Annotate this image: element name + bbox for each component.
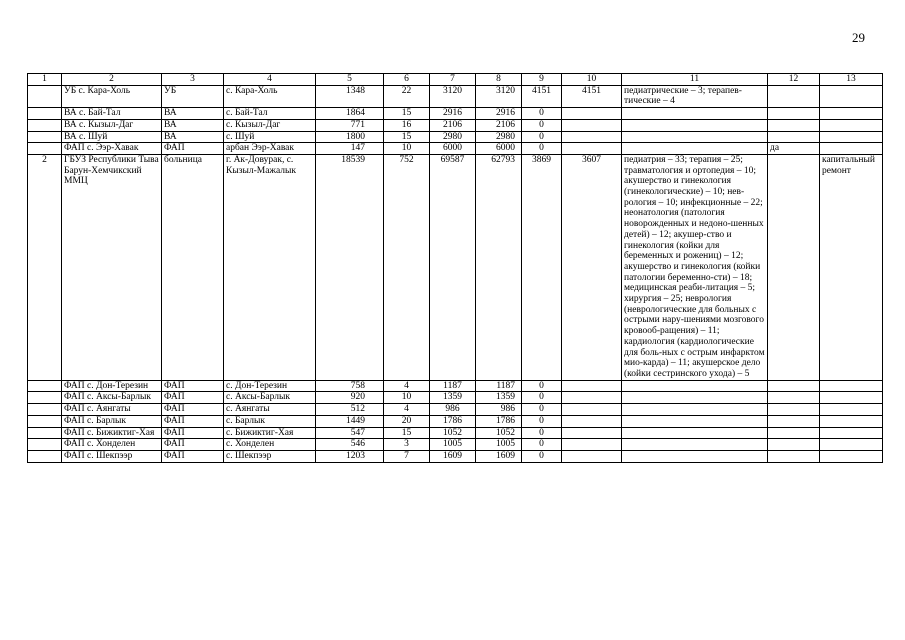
flag-12-cell [768,439,820,451]
area-total-cell: 1786 [430,415,476,427]
row-number-cell [28,427,62,439]
value-10-cell [562,415,622,427]
table-row [28,119,883,131]
population-cell: 1449 [316,415,384,427]
deficit-cell: 0 [522,404,562,416]
area-total-cell: 1187 [430,380,476,392]
note-cell [820,143,883,155]
facility-type-cell: ФАП [162,439,224,451]
column-number-11: 11 [622,74,768,86]
value-10-cell [562,131,622,143]
flag-12-cell [768,404,820,416]
value-10-cell [562,143,622,155]
flag-12-cell [768,392,820,404]
row-number-cell [28,380,62,392]
bed-profile-cell [622,119,768,131]
note-cell [820,392,883,404]
bed-profile-cell [622,450,768,462]
facility-type-cell: ФАП [162,143,224,155]
bed-profile-cell: педиатрия – 33; терапия – 25; травматология и ортопедия – 10; акушерство и гинекология (гинекологические) – 10; нев-рология – 10; инфекционные – 22; неонатология (патология новорожденных и недоно-шенных детей) – 12; акушер-ство и гинекология (койки для беременных и рожениц) – 12; акушерство и гинекология (койки патологии беременно-сти) – 18; медицинская реаби-литация – 5; хирургия – 25; неврология (неврологические для больных с острыми нару-шениями мозгового кровооб-ращения) – 11; кардиология (кардиологические для боль-ных с острым инфарктом мио-карда) – 11; акушерское дело (койки сестринского ухода) – 5 [622,154,768,380]
note-cell [820,439,883,451]
row-number-cell [28,404,62,416]
column-number-12: 12 [768,74,820,86]
facility-type-cell: ФАП [162,380,224,392]
settlement-cell: с. Дон-Терезин [224,380,316,392]
deficit-cell: 0 [522,427,562,439]
column-number-3: 3 [162,74,224,86]
deficit-cell: 0 [522,119,562,131]
beds-count-cell: 16 [384,119,430,131]
settlement-cell: с. Кызыл-Даг [224,119,316,131]
flag-12-cell [768,119,820,131]
bed-profile-cell [622,380,768,392]
population-cell: 1203 [316,450,384,462]
value-10-cell [562,450,622,462]
settlement-cell: с. Аксы-Барлык [224,392,316,404]
settlement-cell: с. Бижиктиг-Хая [224,427,316,439]
bed-profile-cell [622,427,768,439]
beds-count-cell: 15 [384,131,430,143]
value-10-cell [562,439,622,451]
value-10-cell [562,119,622,131]
facility-name-cell: ВА с. Бай-Тал [62,108,162,120]
column-number-2: 2 [62,74,162,86]
flag-12-cell [768,108,820,120]
area-used-cell: 1786 [476,415,522,427]
area-used-cell: 1005 [476,439,522,451]
note-cell: капитальный ремонт [820,154,883,380]
note-cell [820,415,883,427]
deficit-cell: 0 [522,380,562,392]
facility-name-cell: ФАП с. Ээр-Хавак [62,143,162,155]
facility-name-cell: ФАП с. Шекпээр [62,450,162,462]
area-used-cell: 2980 [476,131,522,143]
row-number-cell [28,108,62,120]
page-number: 29 [852,30,865,45]
area-total-cell: 1359 [430,392,476,404]
table-row [28,415,883,427]
area-total-cell: 1609 [430,450,476,462]
settlement-cell: г. Ак-Довурак, с. Кызыл-Мажалык [224,154,316,380]
bed-profile-cell [622,439,768,451]
population-cell: 758 [316,380,384,392]
area-total-cell: 986 [430,404,476,416]
population-cell: 547 [316,427,384,439]
note-cell [820,85,883,107]
note-cell [820,404,883,416]
area-total-cell: 1005 [430,439,476,451]
facility-name-cell: УБ с. Кара-Холь [62,85,162,107]
population-cell: 1864 [316,108,384,120]
settlement-cell: с. Шекпээр [224,450,316,462]
area-used-cell: 2106 [476,119,522,131]
beds-count-cell: 4 [384,380,430,392]
deficit-cell: 3869 [522,154,562,380]
bed-profile-cell [622,143,768,155]
facility-type-cell: ФАП [162,415,224,427]
population-cell: 1800 [316,131,384,143]
area-used-cell: 1359 [476,392,522,404]
deficit-cell: 0 [522,143,562,155]
facility-name-cell: ФАП с. Бижиктиг-Хая [62,427,162,439]
bed-profile-cell [622,131,768,143]
facilities-table [27,73,883,463]
column-number-10: 10 [562,74,622,86]
beds-count-cell: 15 [384,108,430,120]
note-cell [820,131,883,143]
note-cell [820,380,883,392]
deficit-cell: 0 [522,439,562,451]
area-used-cell: 986 [476,404,522,416]
table-row [28,143,883,155]
area-total-cell: 2106 [430,119,476,131]
note-cell [820,450,883,462]
table-row [28,154,883,380]
area-total-cell: 1052 [430,427,476,439]
table-row [28,404,883,416]
facility-name-cell: ФАП с. Барлык [62,415,162,427]
value-10-cell: 3607 [562,154,622,380]
flag-12-cell [768,415,820,427]
population-cell: 512 [316,404,384,416]
deficit-cell: 0 [522,392,562,404]
note-cell [820,108,883,120]
row-number-cell [28,415,62,427]
area-used-cell: 62793 [476,154,522,380]
population-cell: 147 [316,143,384,155]
value-10-cell [562,427,622,439]
flag-12-cell [768,85,820,107]
facility-name-cell: ФАП с. Дон-Терезин [62,380,162,392]
area-used-cell: 6000 [476,143,522,155]
beds-count-cell: 3 [384,439,430,451]
row-number-cell [28,392,62,404]
value-10-cell [562,380,622,392]
table-row [28,131,883,143]
beds-count-cell: 7 [384,450,430,462]
facility-type-cell: ФАП [162,404,224,416]
population-cell: 546 [316,439,384,451]
settlement-cell: с. Барлык [224,415,316,427]
header-row [28,74,883,86]
facility-name-cell: ФАП с. Аксы-Барлык [62,392,162,404]
column-number-4: 4 [224,74,316,86]
beds-count-cell: 15 [384,427,430,439]
settlement-cell: с. Хонделен [224,439,316,451]
row-number-cell [28,439,62,451]
row-number-cell [28,85,62,107]
beds-count-cell: 4 [384,404,430,416]
facility-type-cell: ФАП [162,450,224,462]
facility-type-cell: ФАП [162,392,224,404]
facility-type-cell: ВА [162,131,224,143]
beds-count-cell: 10 [384,143,430,155]
table-row [28,380,883,392]
deficit-cell: 0 [522,131,562,143]
settlement-cell: с. Аянгаты [224,404,316,416]
note-cell [820,119,883,131]
area-used-cell: 1052 [476,427,522,439]
population-cell: 771 [316,119,384,131]
row-number-cell [28,143,62,155]
area-used-cell: 2916 [476,108,522,120]
facility-name-cell: ВА с. Шуй [62,131,162,143]
area-total-cell: 2980 [430,131,476,143]
table-row [28,427,883,439]
population-cell: 1348 [316,85,384,107]
beds-count-cell: 20 [384,415,430,427]
value-10-cell [562,404,622,416]
column-number-8: 8 [476,74,522,86]
facility-type-cell: больница [162,154,224,380]
table-row [28,85,883,107]
flag-12-cell: да [768,143,820,155]
deficit-cell: 0 [522,415,562,427]
flag-12-cell [768,380,820,392]
bed-profile-cell [622,108,768,120]
flag-12-cell [768,450,820,462]
deficit-cell: 0 [522,450,562,462]
column-number-1: 1 [28,74,62,86]
facility-name-cell: ВА с. Кызыл-Даг [62,119,162,131]
population-cell: 18539 [316,154,384,380]
population-cell: 920 [316,392,384,404]
deficit-cell: 0 [522,108,562,120]
facility-type-cell: ВА [162,108,224,120]
settlement-cell: с. Шуй [224,131,316,143]
column-number-9: 9 [522,74,562,86]
flag-12-cell [768,154,820,380]
area-used-cell: 1609 [476,450,522,462]
facility-name-cell: ГБУЗ Республики Тыва Барун-Хемчикский ММЦ [62,154,162,380]
flag-12-cell [768,427,820,439]
deficit-cell: 4151 [522,85,562,107]
facility-type-cell: ФАП [162,427,224,439]
beds-count-cell: 22 [384,85,430,107]
bed-profile-cell [622,404,768,416]
value-10-cell: 4151 [562,85,622,107]
bed-profile-cell [622,415,768,427]
beds-count-cell: 10 [384,392,430,404]
facility-type-cell: ВА [162,119,224,131]
bed-profile-cell: педиатрические – 3; терапев-тические – 4 [622,85,768,107]
flag-12-cell [768,131,820,143]
area-used-cell: 1187 [476,380,522,392]
column-number-7: 7 [430,74,476,86]
column-number-5: 5 [316,74,384,86]
row-number-cell: 2 [28,154,62,380]
bed-profile-cell [622,392,768,404]
note-cell [820,427,883,439]
facility-type-cell: УБ [162,85,224,107]
row-number-cell [28,450,62,462]
facility-name-cell: ФАП с. Хонделен [62,439,162,451]
row-number-cell [28,119,62,131]
settlement-cell: арбан Ээр-Хавак [224,143,316,155]
value-10-cell [562,108,622,120]
area-total-cell: 3120 [430,85,476,107]
value-10-cell [562,392,622,404]
settlement-cell: с. Кара-Холь [224,85,316,107]
area-total-cell: 6000 [430,143,476,155]
table-row [28,392,883,404]
area-total-cell: 2916 [430,108,476,120]
row-number-cell [28,131,62,143]
facility-name-cell: ФАП с. Аянгаты [62,404,162,416]
area-total-cell: 69587 [430,154,476,380]
column-number-13: 13 [820,74,883,86]
table-row [28,439,883,451]
column-number-6: 6 [384,74,430,86]
area-used-cell: 3120 [476,85,522,107]
table-row [28,450,883,462]
settlement-cell: с. Бай-Тал [224,108,316,120]
beds-count-cell: 752 [384,154,430,380]
table-row [28,108,883,120]
